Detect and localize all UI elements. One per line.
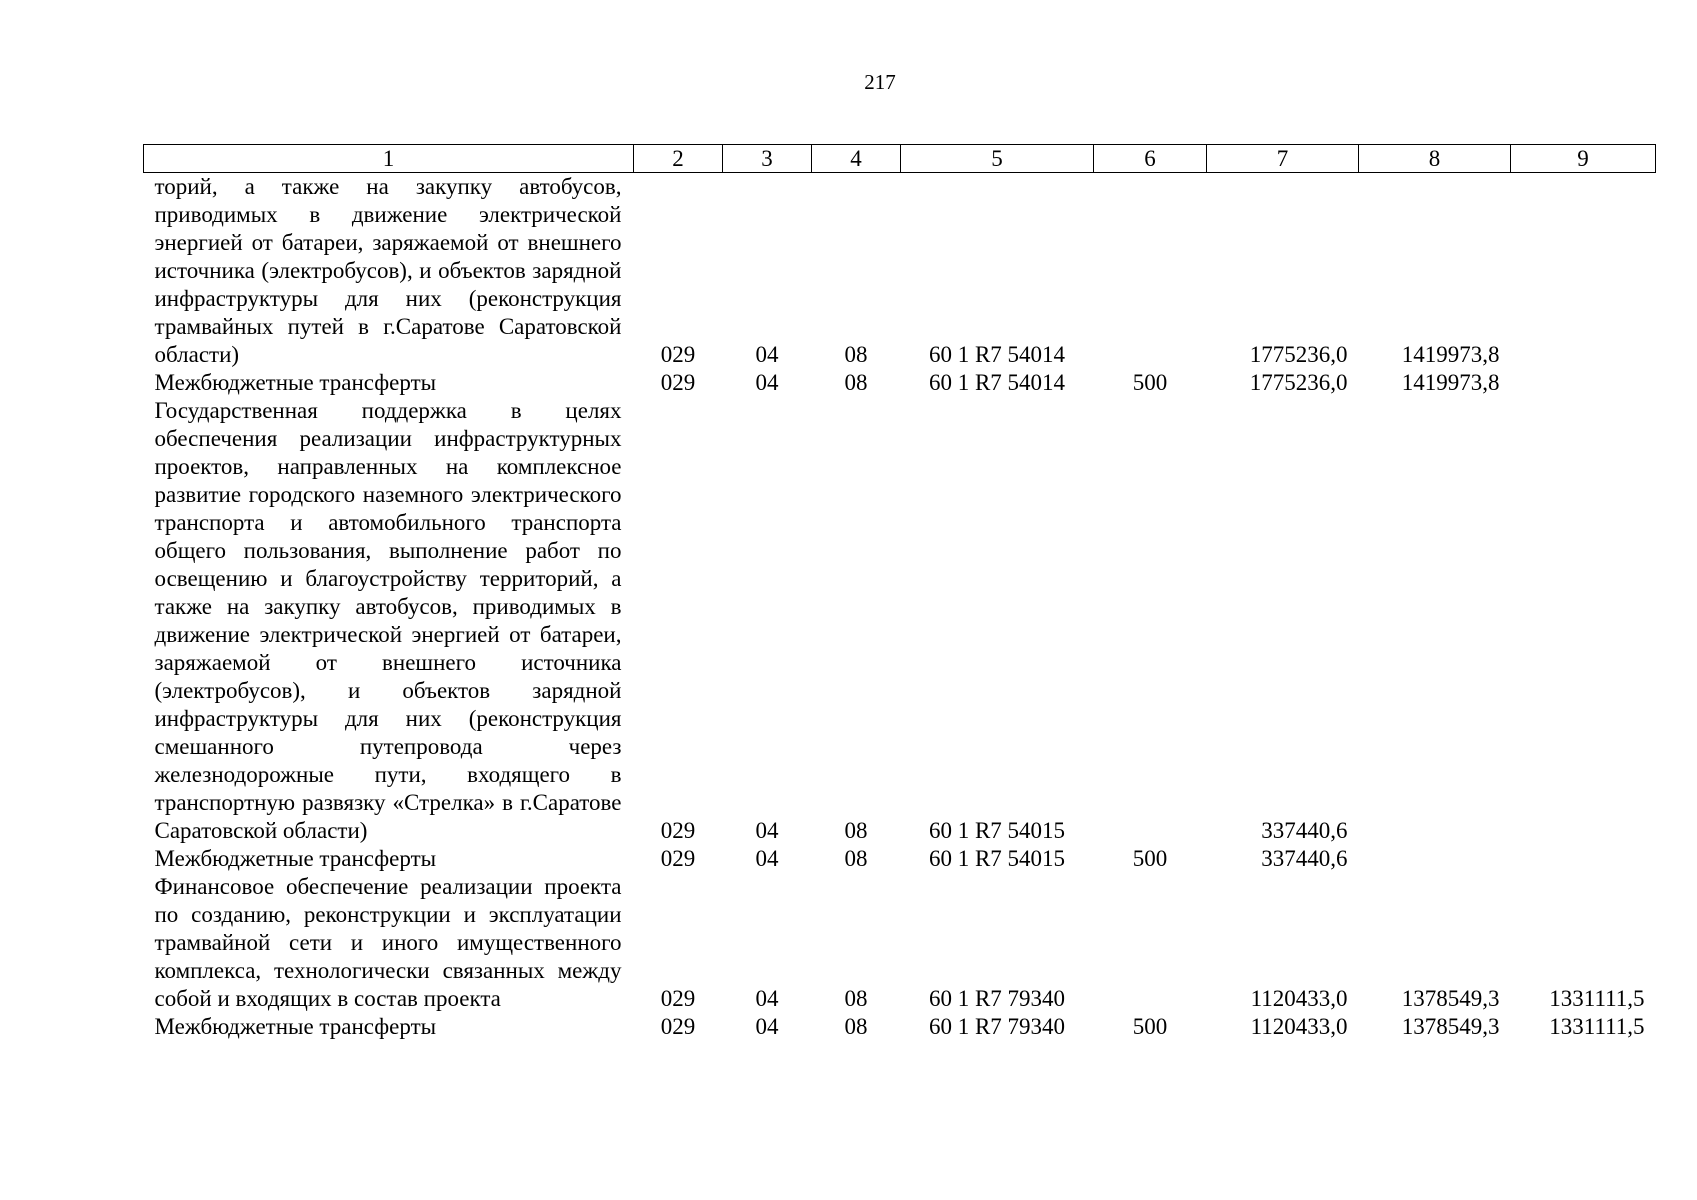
row-amount-col7: 1120433,0	[1250, 1014, 1348, 1039]
row-section-code: 04	[755, 370, 779, 395]
row-subsection-code: 08	[844, 986, 868, 1011]
row-ministry-code: 029	[660, 986, 696, 1011]
row-section-code: 04	[755, 1014, 779, 1039]
table-row	[144, 845, 1656, 873]
row-ministry-code: 029	[660, 818, 696, 843]
page-number: 217	[864, 70, 896, 94]
row-expense-type	[1094, 873, 1207, 1013]
row-ministry-code: 029	[660, 1014, 696, 1039]
row-subsection-code: 08	[844, 342, 868, 367]
row-amount-col7: 1120433,0	[1250, 986, 1348, 1011]
header-col-5: 5	[901, 145, 1094, 173]
row-amount-col7: 1775236,0	[1249, 342, 1348, 367]
row-target-article: 60 1 R7 54015	[928, 846, 1066, 871]
table-body	[144, 173, 1656, 1042]
row-amount-col8: 1419973,8	[1401, 342, 1500, 367]
row-amount-col9	[1511, 397, 1656, 845]
row-amount-col7: 1775236,0	[1249, 370, 1348, 395]
row-target-article: 60 1 R7 79340	[928, 986, 1066, 1011]
row-target-article: 60 1 R7 54014	[928, 370, 1066, 395]
row-amount-col9	[1511, 845, 1656, 873]
row-name: Финансовое обеспечение реализации проекта по созданию, реконструкции и эксплуатации трамвайной сети и иного имущественного комплекса, технологически связанных между собой и входящих в состав проекта	[154, 874, 622, 1011]
budget-table	[143, 144, 1656, 1041]
header-col-2: 2	[634, 145, 723, 173]
row-name: Межбюджетные трансферты	[154, 846, 437, 871]
row-amount-col8: 1378549,3	[1401, 986, 1500, 1011]
row-expense-type	[1094, 173, 1207, 370]
row-expense-type: 500	[1132, 846, 1168, 871]
table-row	[144, 369, 1656, 397]
row-amount-col7: 337440,6	[1261, 818, 1348, 843]
row-section-code: 04	[755, 342, 779, 367]
table-row	[144, 873, 1656, 1013]
table-header	[144, 145, 1656, 173]
row-subsection-code: 08	[844, 818, 868, 843]
table-row	[144, 173, 1656, 370]
header-col-8: 8	[1359, 145, 1511, 173]
row-section-code: 04	[755, 818, 779, 843]
row-name: Межбюджетные трансферты	[154, 1014, 437, 1039]
header-col-9: 9	[1511, 145, 1656, 173]
header-row	[144, 145, 1656, 173]
row-amount-col9	[1511, 369, 1656, 397]
row-section-code: 04	[755, 986, 779, 1011]
row-amount-col8	[1359, 845, 1511, 873]
row-amount-col8: 1419973,8	[1401, 370, 1500, 395]
row-amount-col8: 1378549,3	[1401, 1014, 1500, 1039]
row-amount-col9	[1511, 173, 1656, 370]
row-subsection-code: 08	[844, 1014, 868, 1039]
row-amount-col8	[1359, 397, 1511, 845]
row-subsection-code: 08	[844, 846, 868, 871]
row-ministry-code: 029	[660, 342, 696, 367]
row-ministry-code: 029	[660, 846, 696, 871]
header-col-7: 7	[1207, 145, 1359, 173]
table-row	[144, 1013, 1656, 1041]
row-target-article: 60 1 R7 79340	[928, 1014, 1066, 1039]
row-expense-type: 500	[1132, 1014, 1168, 1039]
row-ministry-code: 029	[660, 370, 696, 395]
table-row	[144, 397, 1656, 845]
row-expense-type: 500	[1132, 370, 1168, 395]
header-col-3: 3	[723, 145, 812, 173]
row-name: торий, а также на закупку автобусов, приводимых в движение электрической энергией от батареи, заряжаемой от внешнего источника (электробусов), и объектов зарядной инфраструктуры для них (реконструкция трамвайных путей в г.Саратове Саратовской области)	[154, 174, 622, 367]
row-name: Государственная поддержка в целях обеспечения реализации инфраструктурных проектов, направленных на комплексное развитие городского наземного электрического транспорта и автомобильного транспорта общего пользования, выполнение работ по освещению и благоустройству территорий, а также на закупку автобусов, приводимых в движение электрической энергией от батареи, заряжаемой от внешнего источника (электробусов), и объектов зарядной инфраструктуры для них (реконструкция смешанного путепровода через железнодорожные пути, входящего в транспортную развязку «Стрелка» в г.Саратове Саратовской области)	[154, 398, 622, 843]
row-target-article: 60 1 R7 54015	[928, 818, 1066, 843]
row-expense-type	[1094, 397, 1207, 845]
row-amount-col9: 1331111,5	[1549, 1014, 1645, 1039]
header-col-1: 1	[144, 145, 634, 173]
header-col-6: 6	[1094, 145, 1207, 173]
header-col-4: 4	[812, 145, 901, 173]
row-name: Межбюджетные трансферты	[154, 370, 437, 395]
row-amount-col9: 1331111,5	[1549, 986, 1645, 1011]
row-target-article: 60 1 R7 54014	[928, 342, 1066, 367]
row-subsection-code: 08	[844, 370, 868, 395]
row-section-code: 04	[755, 846, 779, 871]
row-amount-col7: 337440,6	[1261, 846, 1348, 871]
